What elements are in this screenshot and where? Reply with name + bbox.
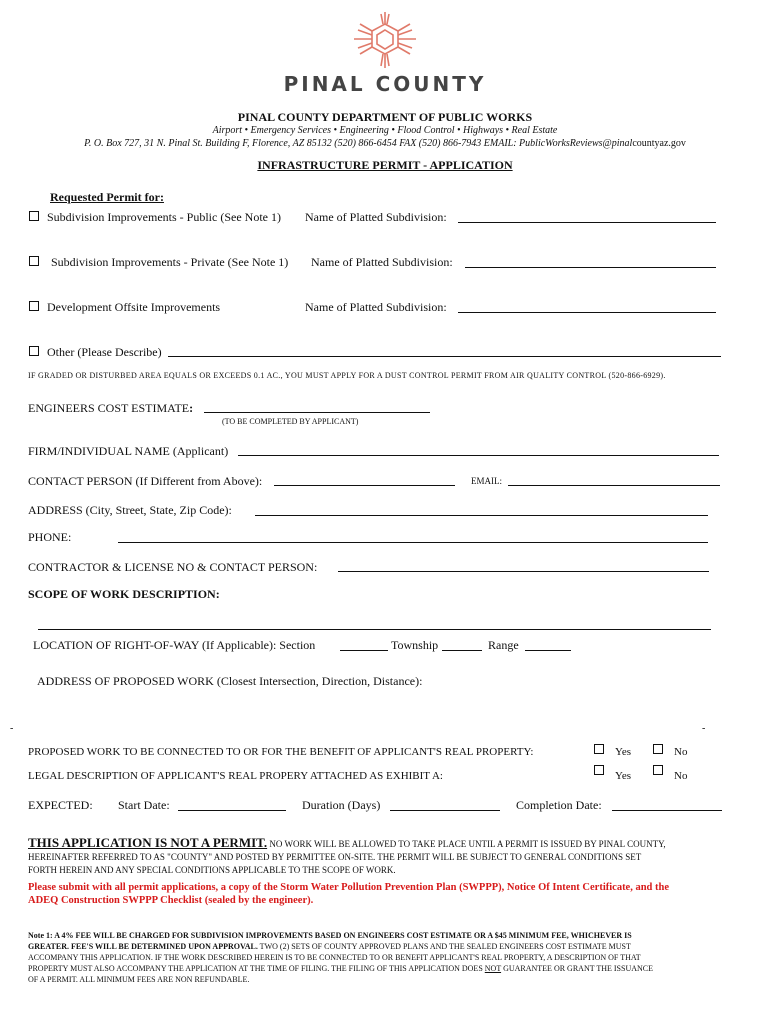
connected-yes-label: Yes xyxy=(615,746,632,758)
start-date-label: Start Date: xyxy=(118,798,170,812)
platted-subdivision-field-2[interactable] xyxy=(465,267,716,268)
cost-estimate-label: ENGINEERS COST ESTIMATE: xyxy=(28,401,194,415)
cost-estimate-field[interactable] xyxy=(204,412,430,413)
address-field[interactable] xyxy=(255,515,708,516)
duration-label: Duration (Days) xyxy=(302,798,381,812)
contact-address: P. O. Box 727, 31 N. Pinal St. Building F, Florence, AZ 85132 (520) 866-6454 FAX (520) 866-7943 EMAIL: PublicWorksReviews@pinalcountyaz.gov xyxy=(84,138,686,149)
fee-note: Note 1: A 4% FEE WILL BE CHARGED FOR SUBDIVISION IMPROVEMENTS BASED ON ENGINEERS COST ESTIMATE OR A $45 MINIMUM FEE, WHICHEVER IS GREATER. FEE'S WILL BE DETERMINED UPON APPROVAL. TWO (2) SETS OF COUNTY APPROVED PLANS AND THE SEALED ENGINEERS COST ESTIMATE MUST ACCOMPANY THIS APPLICATION. IF THE WORK DESCRIBED HEREIN IS TO BE CONNECTED TO OR BENEFIT APPLICANT'S REAL PROPERTY, A DESCRIPTION OF THAT PROPERTY MUST ALSO ACCOMPANY THE APPLICATION AT THE TIME OF FILING. THE FILING OF THIS APPLICATION DOES NOT GUARANTEE OR GRANT THE ISSUANCE OF A PERMIT. ALL MINIMUM FEES ARE NON REFUNDABLE. xyxy=(28,931,653,984)
permit-heading: Requested Permit for: xyxy=(50,190,164,204)
private-subdivision-label: Subdivision Improvements - Private (See Note 1) xyxy=(51,255,289,269)
address-label: ADDRESS (City, Street, State, Zip Code): xyxy=(28,503,232,517)
contact-person-field[interactable] xyxy=(274,485,455,486)
public-subdivision-checkbox[interactable] xyxy=(29,211,39,221)
completion-date-field[interactable] xyxy=(612,810,722,811)
logo-wordmark: PINAL COUNTY xyxy=(283,72,487,96)
duration-field[interactable] xyxy=(390,810,500,811)
phone-field[interactable] xyxy=(118,542,708,543)
proposed-connected-label: PROPOSED WORK TO BE CONNECTED TO OR FOR THE BENEFIT OF APPLICANT'S REAL PROPERTY: xyxy=(28,746,534,758)
range-label: Range xyxy=(488,638,519,652)
services-list: Airport • Emergency Services • Engineering • Flood Control • Highways • Real Estate xyxy=(212,125,558,136)
platted-subdivision-label-3: Name of Platted Subdivision: xyxy=(305,300,447,314)
contractor-label: CONTRACTOR & LICENSE NO & CONTACT PERSON: xyxy=(28,560,318,574)
expected-label: EXPECTED: xyxy=(28,798,93,812)
platted-subdivision-label-2: Name of Platted Subdivision: xyxy=(311,255,453,269)
contractor-field[interactable] xyxy=(338,571,709,572)
section-field[interactable] xyxy=(340,650,388,651)
location-label: LOCATION OF RIGHT-OF-WAY (If Applicable): Section xyxy=(33,638,316,652)
township-field[interactable] xyxy=(442,650,482,651)
range-field[interactable] xyxy=(525,650,571,651)
not-a-permit-heading: THIS APPLICATION IS NOT A PERMIT. xyxy=(28,835,268,850)
other-checkbox[interactable] xyxy=(29,346,39,356)
other-description-field[interactable] xyxy=(168,356,721,357)
department-name: PINAL COUNTY DEPARTMENT OF PUBLIC WORKS xyxy=(237,110,533,124)
offsite-improvements-label: Development Offsite Improvements xyxy=(47,300,221,314)
legal-no-checkbox[interactable] xyxy=(653,765,663,775)
private-subdivision-checkbox[interactable] xyxy=(29,256,39,266)
platted-subdivision-field-1[interactable] xyxy=(458,222,716,223)
public-subdivision-label: Subdivision Improvements - Public (See Note 1) xyxy=(47,210,281,224)
not-a-permit-notice: THIS APPLICATION IS NOT A PERMIT. NO WORK WILL BE ALLOWED TO TAKE PLACE UNTIL A PERMIT IS ISSUED BY PINAL COUNTY, HEREINAFTER REFERRED TO AS "COUNTY" AND POSTED BY PERMITTEE ON-SITE. THE PERMIT WILL BE SUBJECT TO GENERAL CONDITIONS SET FORTH HEREIN AND ANY SPECIAL CONDITIONS APPLICABLE TO THE SCOPE OF WORK. xyxy=(28,835,666,875)
connected-yes-checkbox[interactable] xyxy=(594,744,604,754)
firm-name-label: FIRM/INDIVIDUAL NAME (Applicant) xyxy=(28,444,229,458)
swppp-notice: Please submit with all permit applications, a copy of the Storm Water Pollution Prevention Plan (SWPPP), Notice Of Intent Certificate, and the ADEQ Construction SWPPP Checklist (sealed by the engineer). xyxy=(28,882,670,906)
address-work-label: ADDRESS OF PROPOSED WORK (Closest Intersection, Direction, Distance): xyxy=(37,674,423,688)
phone-label: PHONE: xyxy=(28,530,72,544)
connected-no-label: No xyxy=(674,746,688,758)
scope-field[interactable] xyxy=(38,629,711,630)
other-label: Other (Please Describe) xyxy=(47,345,162,359)
dash-mark-left: - xyxy=(10,723,14,734)
platted-subdivision-field-3[interactable] xyxy=(458,312,716,313)
legal-yes-label: Yes xyxy=(615,770,632,782)
legal-description-label: LEGAL DESCRIPTION OF APPLICANT'S REAL PROPERY ATTACHED AS EXHIBIT A: xyxy=(28,770,443,782)
scope-label: SCOPE OF WORK DESCRIPTION: xyxy=(28,587,220,601)
email-label: EMAIL: xyxy=(471,476,502,486)
offsite-improvements-checkbox[interactable] xyxy=(29,301,39,311)
legal-no-label: No xyxy=(674,770,688,782)
completion-date-label: Completion Date: xyxy=(516,798,602,812)
start-date-field[interactable] xyxy=(178,810,286,811)
connected-no-checkbox[interactable] xyxy=(653,744,663,754)
sun-emblem-icon xyxy=(340,10,430,72)
email-field[interactable] xyxy=(508,485,720,486)
contact-person-label: CONTACT PERSON (If Different from Above): xyxy=(28,474,263,488)
firm-name-field[interactable] xyxy=(238,455,719,456)
form-title: INFRASTRUCTURE PERMIT - APPLICATION xyxy=(257,158,513,172)
platted-subdivision-label-1: Name of Platted Subdivision: xyxy=(305,210,447,224)
county-logo xyxy=(340,10,430,72)
dash-mark-right: - xyxy=(702,723,706,734)
township-label: Township xyxy=(391,638,439,652)
cost-estimate-note: (TO BE COMPLETED BY APPLICANT) xyxy=(222,417,359,426)
dust-control-notice: IF GRADED OR DISTURBED AREA EQUALS OR EXCEEDS 0.1 AC., YOU MUST APPLY FOR A DUST CONTROL PERMIT FROM AIR QUALITY CONTROL (520-866-6929). xyxy=(28,371,666,380)
legal-yes-checkbox[interactable] xyxy=(594,765,604,775)
